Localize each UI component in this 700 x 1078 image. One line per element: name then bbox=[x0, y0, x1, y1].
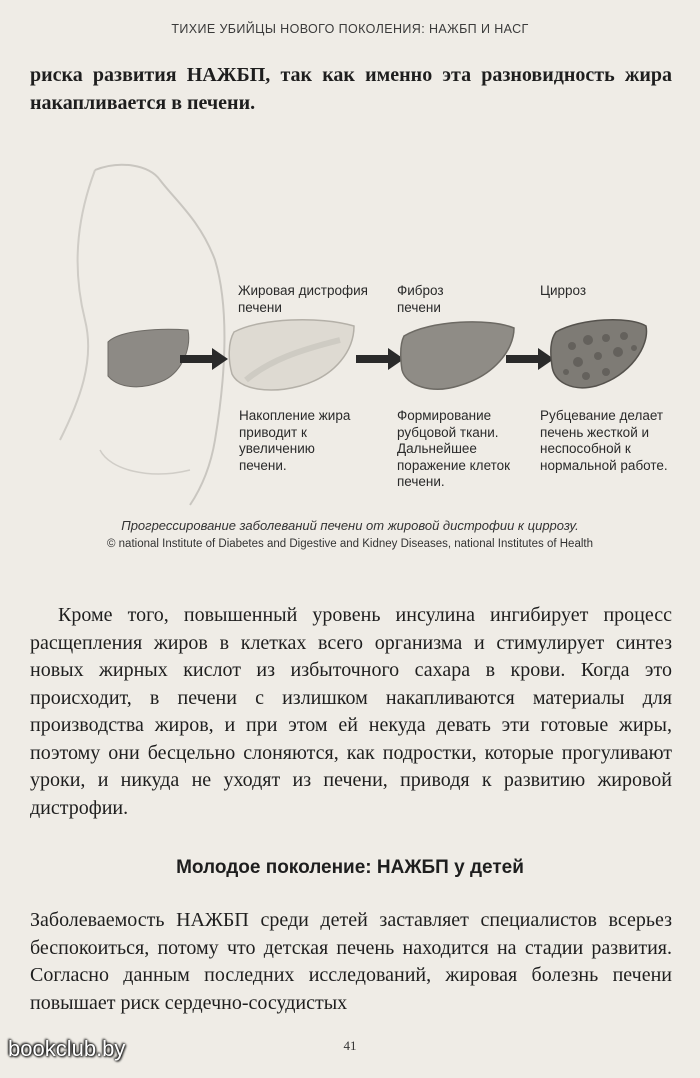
stage-title-cirrhosis: Цирроз bbox=[540, 283, 587, 298]
figure-credit: © national Institute of Diabetes and Digestive and Kidney Diseases, national Institutes of Health bbox=[106, 538, 593, 550]
stage-title-fatty: Жировая дистрофия печени bbox=[238, 283, 368, 315]
stage-desc-cirrhosis: Рубцевание делает печень жесткой и неспособной к нормальной работе. bbox=[540, 408, 668, 473]
arrow-icon bbox=[356, 348, 404, 370]
stage-desc-fatty: Накопление жира приводит к увеличению печени. bbox=[239, 408, 351, 473]
running-header: ТИХИЕ УБИЙЦЫ НОВОГО ПОКОЛЕНИЯ: НАЖБП И НАСГ bbox=[171, 22, 529, 36]
fibrosis-liver-image bbox=[401, 322, 514, 389]
section-paragraph: Заболеваемость НАЖБП среди детей заставляет специалистов всерьез беспокоиться, потому что детская печень находится на стадии развития. Согласно данным последних исследований, жировая болезнь печени повышает риск сердечно-сосудистых bbox=[30, 909, 672, 1014]
body-paragraph: Кроме того, повышенный уровень инсулина ингибирует процесс расщепления жиров в клетках всего организма и стимулирует синтез новых жирных кислот из избыточного сахара в крови. Когда это происходит, в печени с излишком накапливаются материалы для производства жиров, и при этом ей некуда девать эти готовые жиры, поэтому они бесцельно слоняются, как подростки, которые прогуливают уроки, и никуда не уходят из печени, приводя к развитию жировой дистрофии. bbox=[30, 604, 672, 819]
stage-title-fibrosis: Фиброз печени bbox=[397, 283, 444, 315]
arrow-icon bbox=[506, 348, 554, 370]
intro-paragraph: риска развития НАЖБП, так как именно эта разновидность жира накапливается в печени. bbox=[30, 64, 672, 114]
liver-disease-figure bbox=[0, 150, 700, 570]
figure-caption: Прогрессирование заболеваний печени от жировой дистрофии к циррозу. bbox=[121, 518, 579, 533]
watermark: bookclub.by bbox=[8, 1036, 126, 1061]
page-number: 41 bbox=[343, 1038, 357, 1053]
section-heading: Молодое поколение: НАЖБП у детей bbox=[176, 857, 524, 878]
stage-desc-fibrosis: Формирование рубцовой ткани. Дальнейшее поражение клеток печени. bbox=[397, 408, 511, 489]
